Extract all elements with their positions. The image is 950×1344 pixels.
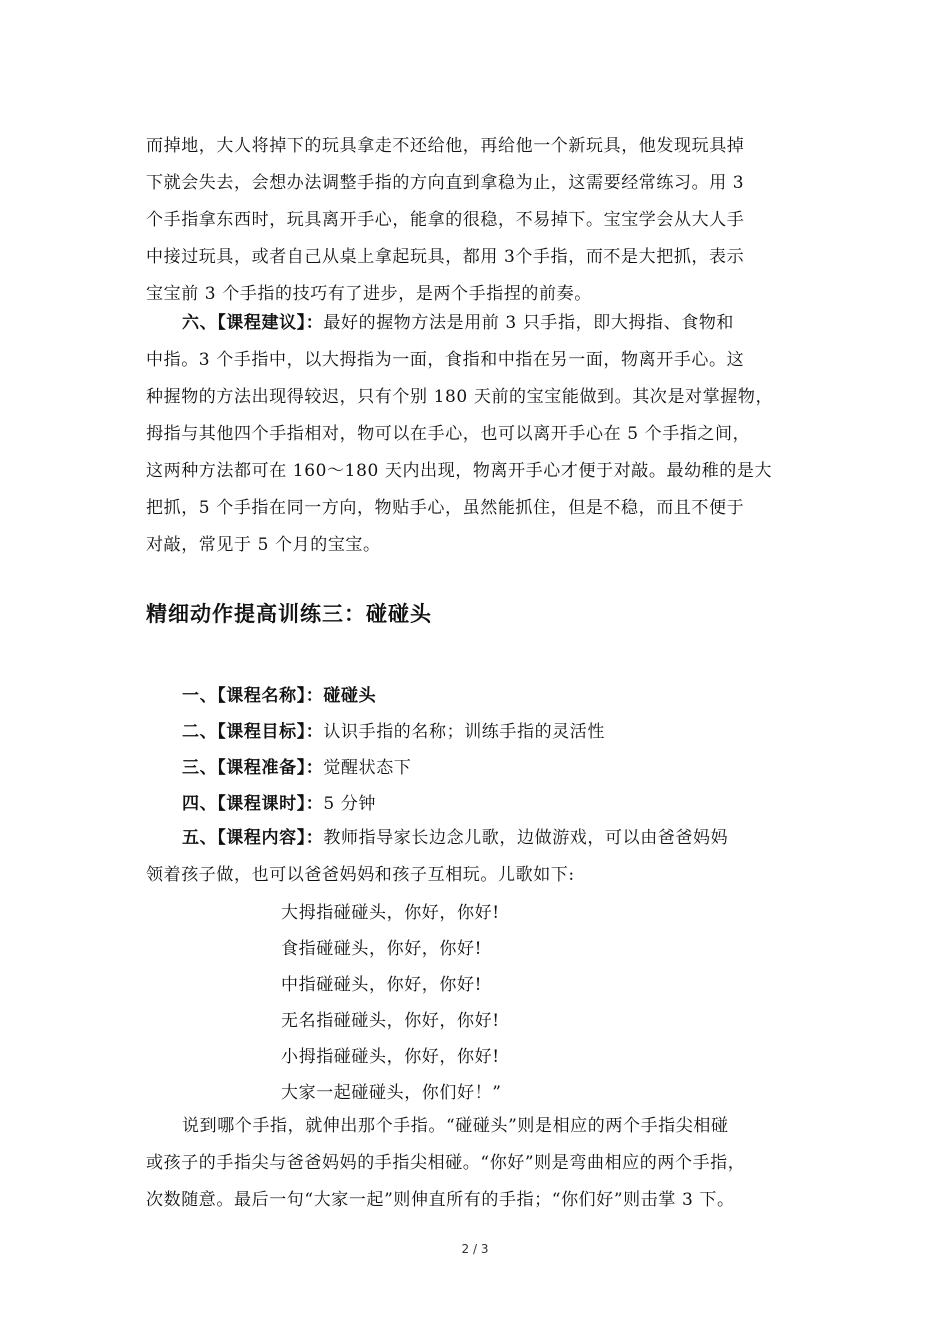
course-item-goal (182, 714, 605, 750)
item-label: 一、【课程名称】： (182, 686, 324, 706)
suggestion-text: 最好的握物方法是用前 3 只手指，即大拇指、食物和 (323, 313, 735, 333)
paragraph-line: 说到哪个手指，就伸出那个手指。“碰碰头”则是相应的两个手指尖相碰 (182, 1116, 729, 1136)
children-rhyme (281, 895, 502, 1111)
item-label: 四、【课程课时】： (182, 794, 324, 814)
course-item-name (182, 678, 376, 714)
rhyme-line: 食指碰碰头，你好，你好! (281, 939, 483, 959)
paragraph-line: 或孩子的手指尖与爸爸妈妈的手指尖相碰。“你好”则是弯曲相应的两个手指， (146, 1153, 746, 1173)
paragraph-line: 中接过玩具，或者自己从桌上拿起玩具，都用 3个手指，而不是大把抓，表示 (146, 247, 745, 267)
paragraph-line: 次数随意。最后一句“大家一起”则伸直所有的手指；“你们好”则击掌 3 下。 (146, 1190, 735, 1210)
paragraph-line: 种握物的方法出现得较迟，只有个别 180 天前的宝宝能做到。其次是对掌握物， (146, 387, 774, 407)
suggestion-paragraph (146, 305, 810, 564)
paragraph-line: 这两种方法都可在 160～180 天内出现，物离开手心才便于对敲。最幼稚的是大 (146, 461, 773, 481)
suggestion-label: 六、【课程建议】： (182, 313, 324, 333)
paragraph-line: 下就会失去，会想办法调整手指的方向直到拿稳为止，这需要经常练习。用 3 (146, 173, 745, 193)
suggestion-first-line (146, 305, 810, 342)
paragraph-line: 拇指与其他四个手指相对，物可以在手心，也可以离开手心在 5 个手指之间， (146, 424, 751, 444)
page-number: 2 / 3 (461, 1242, 489, 1256)
rhyme-line: 大拇指碰碰头，你好，你好! (281, 903, 500, 923)
rhyme-line: 无名指碰碰头，你好，你好! (281, 1011, 500, 1031)
top-paragraph (146, 128, 810, 313)
explanation-paragraph (146, 1108, 810, 1219)
item-value: 认识手指的名称；训练手指的灵活性 (323, 722, 606, 742)
rhyme-line: 中指碰碰头，你好，你好! (281, 975, 483, 995)
paragraph-line: 个手指拿东西时，玩具离开手心，能拿的很稳，不易掉下。宝宝学会从大人手 (146, 210, 745, 230)
content-label: 五、【课程内容】： (182, 828, 324, 848)
content-first-line (146, 820, 810, 857)
section-title: 精细动作提高训练三：碰碰头 (146, 602, 432, 626)
item-value: 觉醒状态下 (323, 758, 412, 778)
rhyme-line: 小拇指碰碰头，你好，你好! (281, 1047, 500, 1067)
paragraph-line: 领着孩子做，也可以爸爸妈妈和孩子互相玩。儿歌如下: (146, 865, 575, 885)
paragraph-line: 中指。3 个手指中，以大拇指为一面，食指和中指在另一面，物离开手心。这 (146, 350, 745, 370)
content-text: 教师指导家长边念儿歌，边做游戏，可以由爸爸妈妈 (323, 828, 729, 848)
course-item-preparation (182, 750, 411, 786)
item-value: 5 分钟 (323, 794, 377, 814)
content-paragraph (146, 820, 810, 894)
paragraph-line: 把抓，5 个手指在同一方向，物贴手心，虽然能抓住，但是不稳，而且不便于 (146, 498, 745, 518)
paragraph-line: 宝宝前 3 个手指的技巧有了进步，是两个手指捏的前奏。 (146, 284, 592, 304)
item-label: 二、【课程目标】： (182, 722, 324, 742)
course-item-duration (182, 786, 376, 822)
paragraph-line: 而掉地，大人将掉下的玩具拿走不还给他，再给他一个新玩具，他发现玩具掉 (146, 136, 745, 156)
item-label: 三、【课程准备】： (182, 758, 324, 778)
rhyme-line: 大家一起碰碰头，你们好！” (281, 1083, 502, 1103)
paragraph-line: 对敲，常见于 5 个月的宝宝。 (146, 535, 381, 555)
item-value: 碰碰头 (323, 686, 377, 706)
